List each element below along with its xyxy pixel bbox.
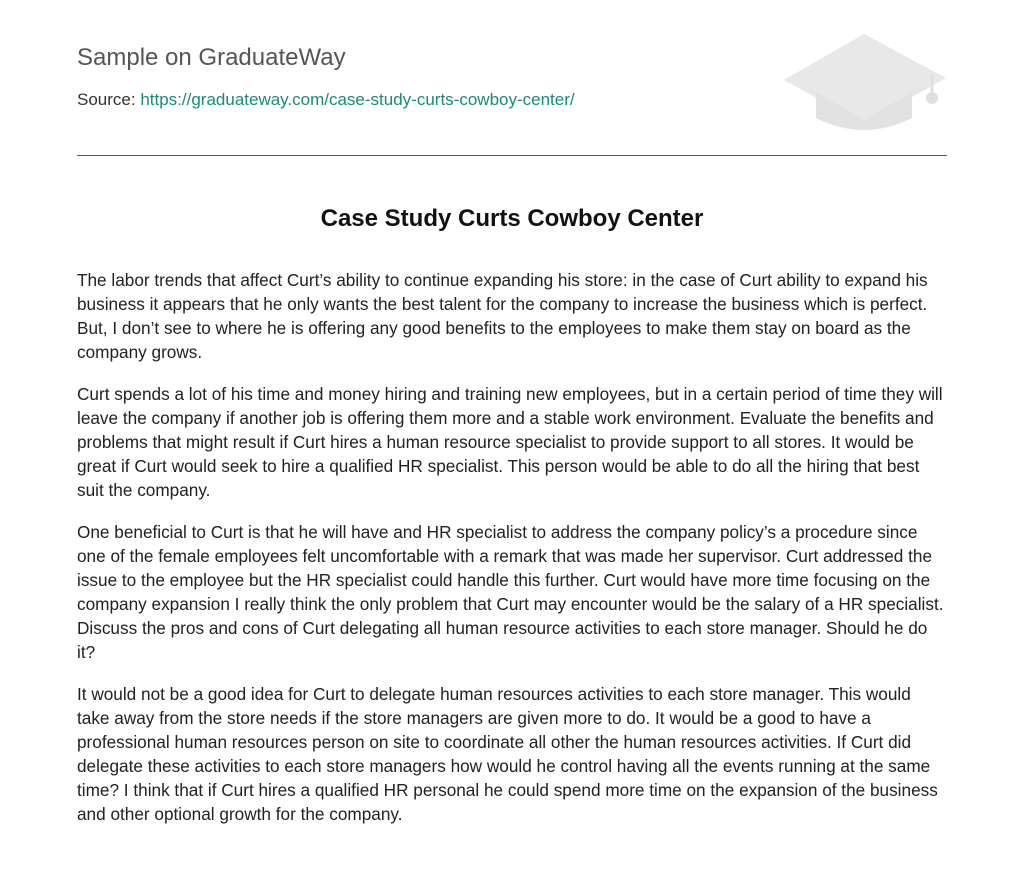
paragraph: One beneficial to Curt is that he will have and HR specialist to address the company policy’s a procedure since one of the female employees felt uncomfortable with a remark that was made her supervisor. Curt addressed the issue to the employee but the HR specialist could handle this further. Curt would have more time focusing on the company expansion I really think the only problem that Curt may encounter would be the salary of a HR specialist. Discuss the pros and cons of Curt delegating all human resource activities to each store manager. Should he do it? xyxy=(77,522,944,662)
paragraph: Curt spends a lot of his time and money hiring and training new employees, but in a certain period of time they will leave the company if another job is offering them more and a stable work environment. Evaluate the benefits and problems that might result if Curt hires a human resource specialist to provide support to all stores. It would be great if Curt would seek to hire a qualified HR specialist. This person would be able to do all the hiring that best suit the company. xyxy=(77,384,943,500)
source-line xyxy=(77,90,575,110)
article-body xyxy=(77,268,947,844)
paragraph: It would not be a good idea for Curt to delegate human resources activities to each store manager. This would take away from the store needs if the store managers are given more to do. It would be a good to have a professional human resources person on site to coordinate all other the human resources activities. If Curt did delegate these activities to each store managers how would he control having all the events running at the same time? I think that if Curt hires a qualified HR personal he could spend more time on the expansion of the business and other optional growth for the company. xyxy=(77,684,938,824)
site-title: Sample on GraduateWay xyxy=(77,44,346,71)
header-divider xyxy=(77,155,947,156)
page-header xyxy=(77,0,947,156)
paragraph: The labor trends that affect Curt’s ability to continue expanding his store: in the case of Curt ability to expand his business it appears that he only wants the best talent for the company to increase the business which is perfect. But, I don’t see to where he is offering any good benefits to the employees to make them stay on board as the company grows. xyxy=(77,270,928,362)
document-title: Case Study Curts Cowboy Center xyxy=(320,205,704,232)
source-label: Source: xyxy=(77,90,141,109)
graduation-cap-icon xyxy=(780,30,948,134)
source-link[interactable]: https://graduateway.com/case-study-curts-cowboy-center/ xyxy=(140,90,575,109)
